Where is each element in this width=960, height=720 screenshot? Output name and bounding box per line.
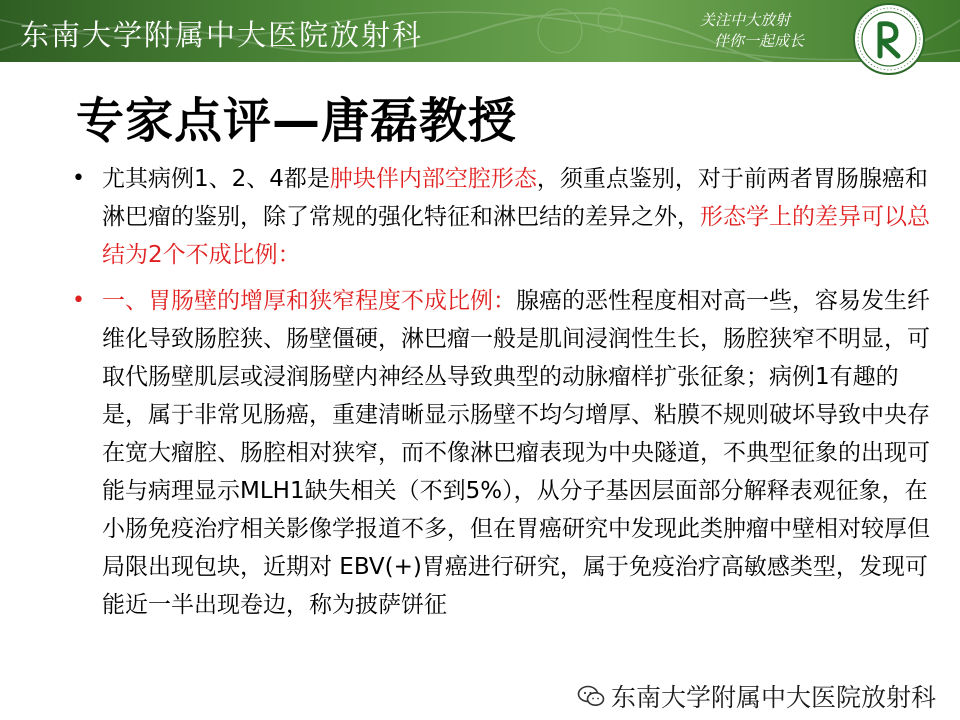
bullet1-text: 尤其病例1、2、4都是	[102, 166, 330, 192]
watermark-text: 东南大学附属中大医院放射科	[610, 683, 936, 712]
slogan-line-1: 关注中大放射	[700, 11, 791, 29]
hospital-logo-icon	[852, 2, 926, 76]
bullet-list	[70, 160, 932, 624]
header-banner	[0, 0, 960, 62]
hospital-name: 东南大学附属中大医院放射科	[20, 18, 424, 52]
slogan	[700, 10, 840, 52]
bullet1-highlight-1: 肿块伴内部空腔形态	[329, 166, 537, 192]
bullet-dot-icon: •	[72, 288, 85, 313]
bullet1-highlight-2: 形态学上的差异可以总结为2个不成比例：	[102, 204, 930, 268]
wechat-icon	[577, 684, 605, 708]
bullet2-text: 腺癌的恶性程度相对高一些，容易发生纤维化导致肠腔狭、肠壁僵硬，淋巴瘤一般是肌间浸润性生长，肠腔狭窄不明显，可取代肠壁肌层或浸润肠壁内神经丛导致典型的动脉瘤样扩张征象；病例1有趣的是，属于非常见肠癌，重建清晰显示肠壁不均匀增厚、粘膜不规则破坏导致中央存在宽大瘤腔、肠腔相对狭窄，而不像淋巴瘤表现为中央隧道，不典型征象的出现可能与病理显示MLH1缺失相关（不到5%），从分子基因层面部分解释表观征象，在小肠免疫治疗相关影像学报道不多，但在胃癌研究中发现此类肿瘤中壁相对较厚但局限出现包块，近期对 EBV(+)胃癌进行研究，属于免疫治疗高敏感类型，发现可能近一半出现卷边，称为披萨饼征	[102, 288, 930, 618]
page-title: 专家点评—唐磊教授	[76, 93, 518, 149]
bullet-item-2	[70, 282, 932, 624]
bullet2-heading: 一、胃肠壁的增厚和狭窄程度不成比例：	[102, 288, 516, 314]
slogan-line-2: 伴你一起成长	[714, 32, 805, 50]
bullet-item-1	[70, 160, 932, 274]
bullet-dot-icon: •	[72, 166, 85, 191]
wechat-watermark	[577, 678, 936, 714]
bullet1-text-2: ，须重点鉴别，对于前两者胃肠腺癌和淋巴瘤的鉴别，除了常规的强化特征和淋巴结的差异之外，	[102, 166, 928, 230]
